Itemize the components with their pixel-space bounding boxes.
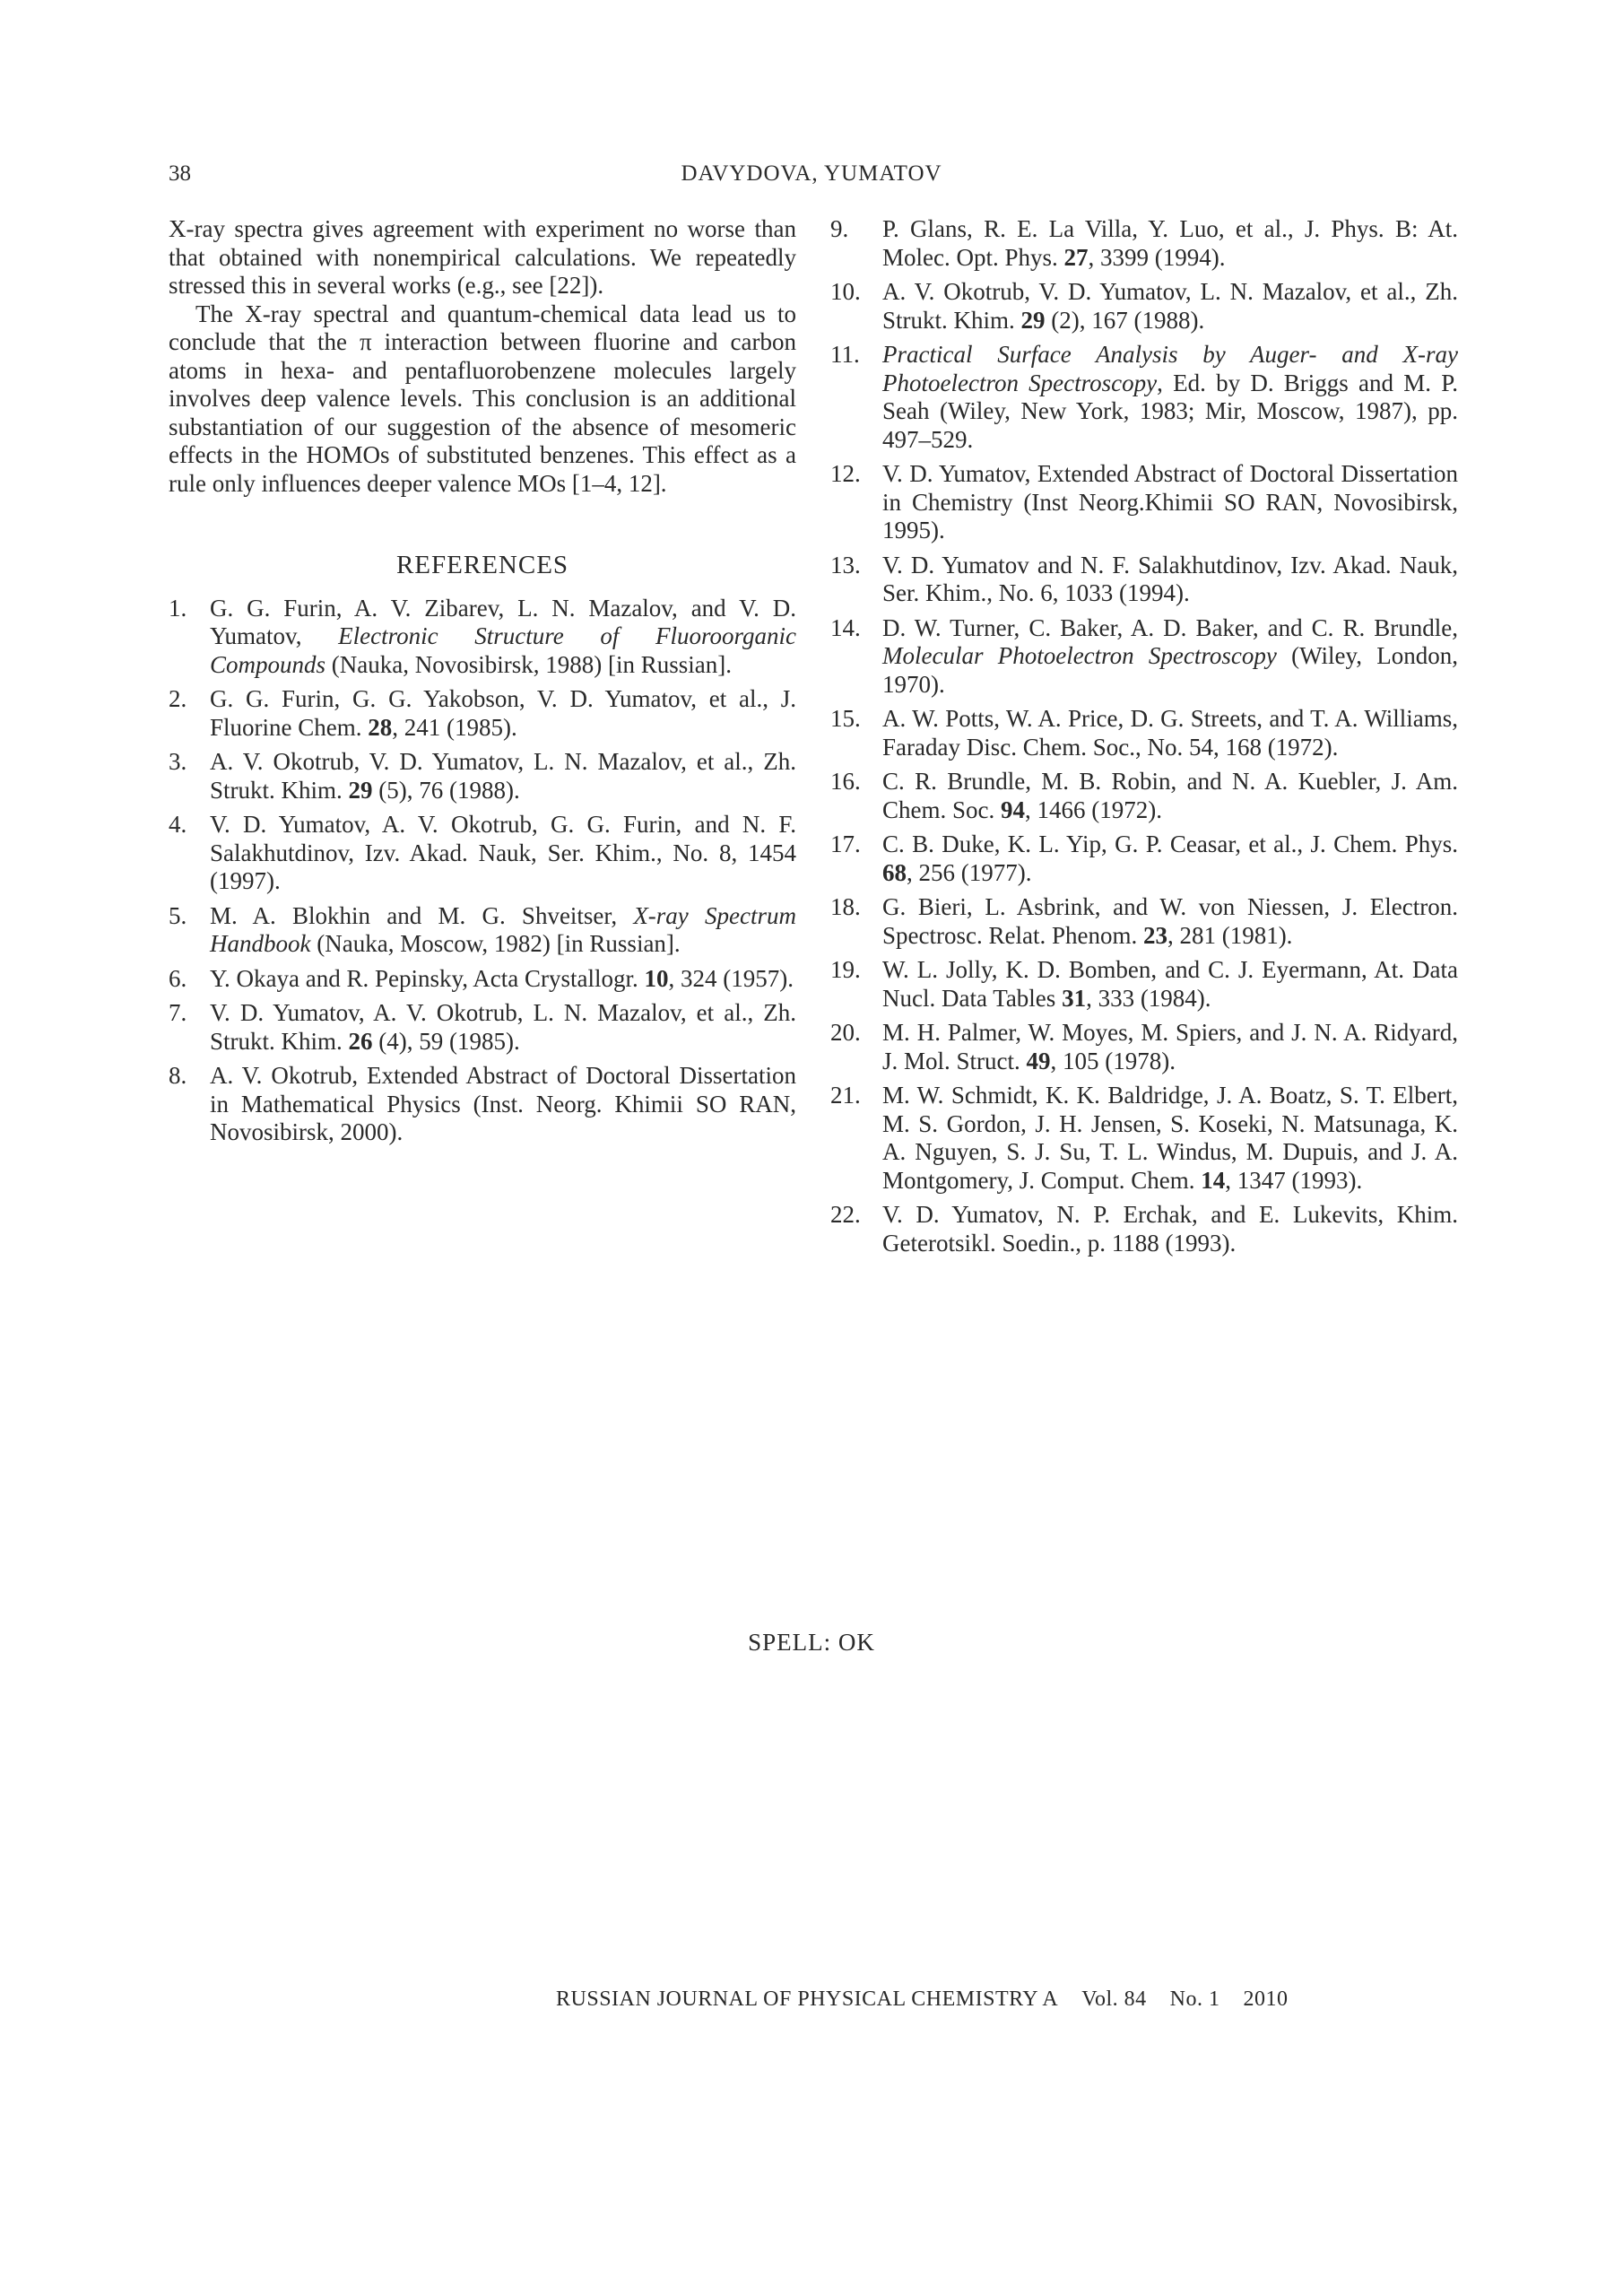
reference-text-pre: D. W. Turner, C. Baker, A. D. Baker, and C. R. Brundle, (882, 613, 1458, 641)
reference-text-post: (Nauka, Moscow, 1982) [in Russian]. (310, 930, 681, 957)
footer-volume: Vol. 84 (1081, 1987, 1147, 2011)
footer-journal: RUSSIAN JOURNAL OF PHYSICAL CHEMISTRY A (556, 1987, 1059, 2011)
reference-text-post: , 241 (1985). (392, 713, 517, 741)
reference-text-it: Electronic Structure of Fluoroorganic Compounds (210, 622, 796, 678)
reference-number: 13. (830, 551, 861, 578)
reference-number: 17. (830, 831, 861, 857)
reference-text-b: 26 (348, 1027, 373, 1055)
reference-item (830, 1201, 1458, 1257)
reference-text-pre: G. G. Furin, A. V. Zibarev, L. N. Mazalov, and V. D. Yumatov, (210, 594, 796, 649)
running-head: DAVYDOVA, YUMATOV (681, 161, 942, 186)
reference-text-b: 23 (1142, 921, 1167, 949)
left-column (169, 215, 796, 1153)
reference-number: 2. (169, 685, 187, 712)
reference-text-b: 10 (644, 964, 669, 992)
reference-text-pre: V. D. Yumatov, A. V. Okotrub, L. N. Mazalov, et al., Zh. Strukt. Khim. (210, 999, 796, 1055)
reference-text-it: X-ray Spectrum Handbook (210, 901, 796, 957)
reference-item (830, 278, 1458, 335)
reference-text-post: (Nauka, Novosibirsk, 1988) [in Russian]. (325, 650, 732, 678)
reference-text-pre: C. B. Duke, K. L. Yip, G. P. Ceasar, et al., J. Chem. Phys. (882, 831, 1458, 857)
reference-item (830, 893, 1458, 950)
reference-text-it: Practical Surface Analysis by Auger- and X-ray Photoelectron Spectroscopy (882, 341, 1458, 396)
reference-number: 3. (169, 748, 187, 775)
reference-item (830, 831, 1458, 887)
reference-text-pre: P. Glans, R. E. La Villa, Y. Luo, et al., J. Phys. B: At. Molec. Opt. Phys. (882, 215, 1458, 271)
reference-text-post: , 281 (1981). (1167, 921, 1293, 949)
reference-text-post: , 105 (1978). (1050, 1047, 1176, 1074)
reference-text-b: 94 (1001, 796, 1025, 823)
reference-text-pre: W. L. Jolly, K. D. Bomben, and C. J. Eyermann, At. Data Nucl. Data Tables (882, 956, 1458, 1012)
reference-text-it: Molecular Photoelectron Spectroscopy (882, 642, 1277, 669)
reference-text-post: (5), 76 (1988). (372, 776, 520, 804)
reference-text-pre: A. V. Okotrub, V. D. Yumatov, L. N. Mazalov, et al., Zh. Strukt. Khim. (882, 278, 1458, 334)
reference-item (169, 595, 796, 680)
references-list-right (830, 215, 1458, 1257)
reference-item (830, 341, 1458, 454)
reference-number: 1. (169, 594, 187, 622)
reference-text-pre: V. D. Yumatov, N. P. Erchak, and E. Lukevits, Khim. Geterotsikl. Soedin., p. 1188 (1993). (882, 1201, 1458, 1257)
reference-text-b: 27 (1063, 243, 1089, 271)
reference-item (169, 748, 796, 804)
reference-number: 8. (169, 1062, 187, 1089)
reference-text-b: 14 (1201, 1166, 1226, 1194)
footer-number: No. 1 (1169, 1987, 1220, 2011)
reference-text-post: (4), 59 (1985). (372, 1027, 520, 1055)
reference-item (169, 902, 796, 959)
reference-item (830, 1082, 1458, 1195)
references-list-left (169, 595, 796, 1147)
reference-number: 5. (169, 901, 187, 929)
journal-footer (556, 1987, 1312, 2012)
reference-number: 9. (830, 215, 849, 242)
references-heading: REFERENCES (395, 551, 569, 579)
reference-number: 14. (830, 613, 861, 641)
reference-number: 16. (830, 768, 861, 795)
reference-number: 22. (830, 1201, 861, 1228)
body-paragraph-1: X-ray spectra gives agreement with experiment no worse than that obtained with nonempirical calculations. We repeatedly stressed this in several works (e.g., see [22]). (169, 215, 796, 299)
reference-text-pre: V. D. Yumatov and N. F. Salakhutdinov, Izv. Akad. Nauk, Ser. Khim., No. 6, 1033 (1994). (882, 551, 1458, 606)
right-column (830, 215, 1458, 1264)
reference-text-pre: M. W. Schmidt, K. K. Baldridge, J. A. Boatz, S. T. Elbert, M. S. Gordon, J. H. Jensen, S. Koseki, N. Matsunaga, K. A. Nguyen, S. J. Su, T. L. Windus, M. Dupuis, and J. A. Montgomery, J. Comput. Chem. (882, 1082, 1458, 1194)
reference-item (830, 768, 1458, 824)
reference-number: 19. (830, 956, 861, 983)
reference-text-post: (2), 167 (1988). (1045, 306, 1205, 334)
reference-item (169, 965, 796, 994)
reference-number: 20. (830, 1019, 861, 1046)
reference-text-b: 28 (368, 713, 393, 741)
reference-item (830, 956, 1458, 1013)
reference-text-post: , 324 (1957). (668, 964, 794, 992)
reference-number: 18. (830, 893, 861, 920)
reference-text-post: , 256 (1977). (907, 858, 1032, 886)
reference-number: 10. (830, 278, 861, 305)
reference-item (830, 705, 1458, 761)
reference-text-post: , 1347 (1993). (1225, 1166, 1363, 1194)
reference-number: 11. (830, 341, 860, 368)
reference-number: 4. (169, 811, 187, 838)
reference-text-post: , Ed. by D. Briggs and M. P. Seah (Wiley, New York, 1983; Mir, Moscow, 1987), pp. 497–529. (882, 369, 1459, 453)
reference-item (830, 215, 1458, 272)
page-number: 38 (169, 161, 191, 186)
reference-text-post: (Wiley, London, 1970). (882, 642, 1458, 698)
reference-item (830, 552, 1458, 608)
reference-number: 15. (830, 705, 861, 732)
reference-text-b: 49 (1026, 1047, 1051, 1074)
reference-number: 7. (169, 999, 187, 1026)
reference-text-post: , 333 (1984). (1086, 984, 1211, 1012)
reference-text-pre: V. D. Yumatov, A. V. Okotrub, G. G. Furin, and N. F. Salakhutdinov, Izv. Akad. Nauk, Ser. Khim., No. 8, 1454 (1997). (210, 811, 796, 894)
reference-item (169, 811, 796, 896)
reference-item (169, 999, 796, 1056)
reference-text-pre: M. A. Blokhin and M. G. Shveitser, (210, 901, 634, 929)
reference-text-b: 31 (1062, 984, 1087, 1012)
spell-note: SPELL: OK (748, 1629, 875, 1656)
reference-text-pre: A. W. Potts, W. A. Price, D. G. Streets, and T. A. Williams, Faraday Disc. Chem. Soc., No. 54, 168 (1972). (882, 705, 1458, 761)
reference-text-pre: V. D. Yumatov, Extended Abstract of Doctoral Dissertation in Chemistry (Inst Neorg.Khimii SO RAN, Novosibirsk, 1995). (882, 460, 1458, 544)
reference-text-pre: C. R. Brundle, M. B. Robin, and N. A. Kuebler, J. Am. Chem. Soc. (882, 768, 1458, 823)
reference-text-pre: A. V. Okotrub, V. D. Yumatov, L. N. Mazalov, et al., Zh. Strukt. Khim. (210, 748, 796, 804)
reference-text-post: , 3399 (1994). (1088, 243, 1226, 271)
reference-item (169, 1062, 796, 1147)
footer-year: 2010 (1243, 1987, 1289, 2011)
reference-text-pre: M. H. Palmer, W. Moyes, M. Spiers, and J. N. A. Ridyard, J. Mol. Struct. (882, 1019, 1458, 1074)
reference-number: 12. (830, 460, 861, 487)
reference-number: 6. (169, 964, 187, 992)
reference-text-pre: Y. Okaya and R. Pepinsky, Acta Crystallogr. (210, 964, 645, 992)
reference-item (830, 1019, 1458, 1075)
reference-text-post: , 1466 (1972). (1025, 796, 1162, 823)
reference-text-pre: G. Bieri, L. Asbrink, and W. von Niessen, J. Electron. Spectrosc. Relat. Phenom. (882, 893, 1458, 949)
reference-text-pre: A. V. Okotrub, Extended Abstract of Doctoral Dissertation in Mathematical Physics (Inst. Neorg. Khimii SO RAN, Novosibirsk, 2000). (210, 1062, 796, 1145)
body-paragraph-2: The X-ray spectral and quantum-chemical data lead us to conclude that the π interaction between fluorine and carbon atoms in hexa- and pentafluorobenzene molecules largely involves deep valence levels. This conclusion is an additional substantiation of our suggestion of the absence of mesomeric effects in the HOMOs of substituted benzenes. This effect as a rule only influences deeper valence MOs [1–4, 12]. (169, 300, 796, 497)
reference-item (830, 460, 1458, 545)
reference-text-b: 68 (882, 858, 907, 886)
reference-item (830, 614, 1458, 700)
reference-item (169, 685, 796, 742)
reference-text-pre: G. G. Furin, G. G. Yakobson, V. D. Yumatov, et al., J. Fluorine Chem. (210, 685, 796, 741)
reference-text-b: 29 (348, 776, 373, 804)
reference-text-b: 29 (1020, 306, 1046, 334)
reference-number: 21. (830, 1082, 861, 1109)
